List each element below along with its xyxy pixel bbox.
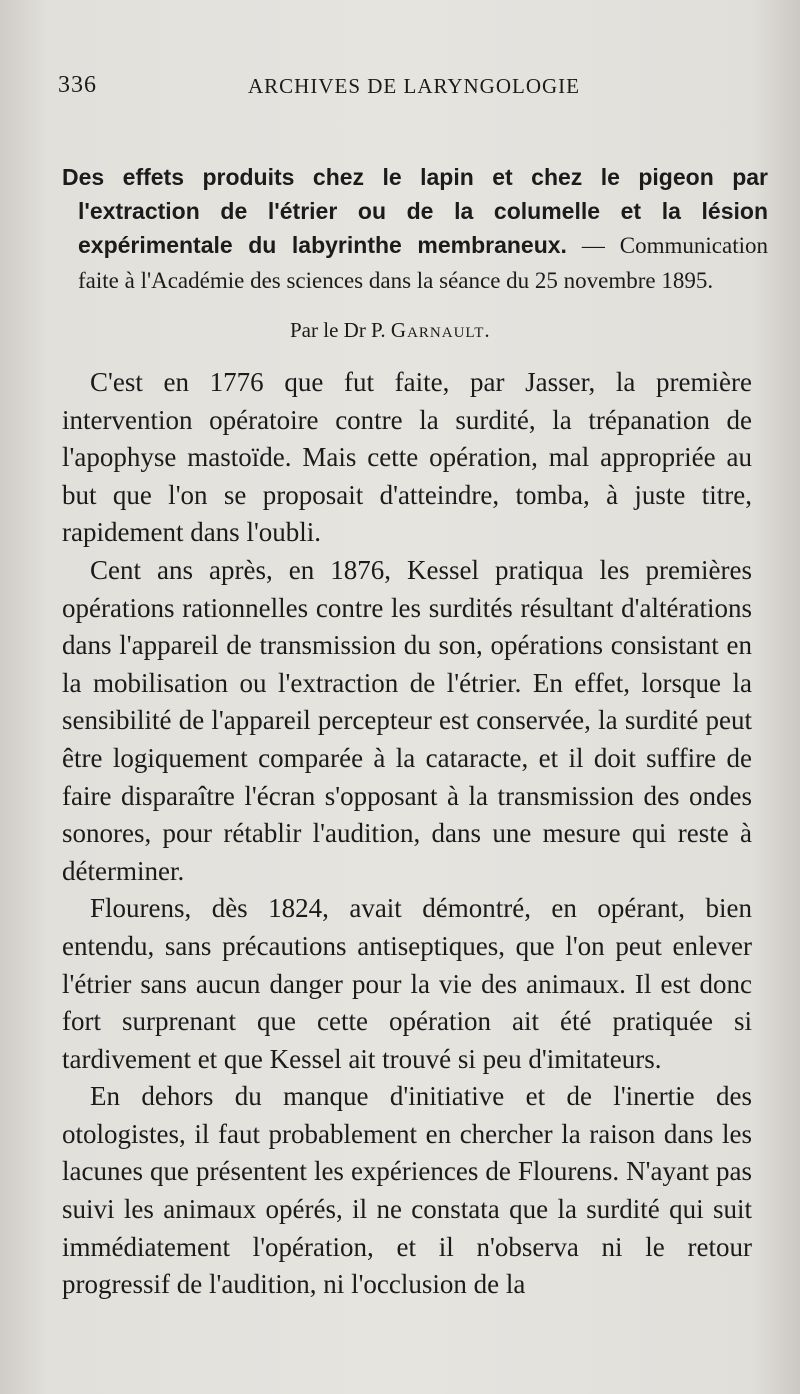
article-title-note: — Communication faite à l'Académie des sciences dans la séance du 25 novembre 1895. [78, 233, 768, 293]
page-header [58, 72, 748, 108]
page-number: 336 [58, 72, 97, 98]
paragraph: Cent ans après, en 1876, Kessel pratiqua les premières opérations rationnelles contre les surdités résultant d'altérations dans l'appareil de transmission du son, opérations consistant en la mobilisation ou l'extraction de l'étrier. En effet, lorsque la sensibilité de l'appareil percepteur est conservée, la surdité peut être logiquement comparée à la cataracte, et il doit suffire de faire disparaître l'écran s'opposant à la transmission des ondes sonores, pour rétablir l'audition, dans une mesure qui reste à déterminer. [62, 554, 752, 886]
article-title [62, 160, 768, 298]
article-title-bold: Des effets produits chez le lapin et chez le pigeon par l'extraction de l'étrier ou de la columelle et la lésion expérimentale du labyrinthe membraneux. [62, 164, 768, 258]
author-prefix: Par le Dr P. [290, 318, 391, 342]
article-body [62, 364, 752, 1304]
paragraph: En dehors du manque d'initiative et de l'inertie des otologistes, il faut probablement en chercher la raison dans les lacunes que présentent les expériences de Flourens. N'ayant pas suivi les animaux opérés, il ne constata que la surdité qui suit immédiatement l'opération, et il n'observa ni le retour progressif de l'audition, ni l'occlusion de la [62, 1081, 752, 1300]
running-title: ARCHIVES DE LARYNGOLOGIE [248, 74, 580, 98]
paragraph: C'est en 1776 que fut faite, par Jasser, la première intervention opératoire contre la surdité, la trépanation de l'apophyse mastoïde. Mais cette opération, mal appropriée au but que l'on se proposait d'atteindre, tomba, à juste titre, rapidement dans l'oubli. [62, 367, 752, 548]
article-author [290, 318, 491, 343]
author-name: Garnault. [390, 318, 491, 342]
paragraph: Flourens, dès 1824, avait démontré, en opérant, bien entendu, sans précautions antiseptiques, que l'on peut enlever l'étrier sans aucun danger pour la vie des animaux. Il est donc fort surprenant que cette opération ait été pratiquée si tardivement et que Kessel ait trouvé si peu d'imitateurs. [62, 893, 752, 1074]
